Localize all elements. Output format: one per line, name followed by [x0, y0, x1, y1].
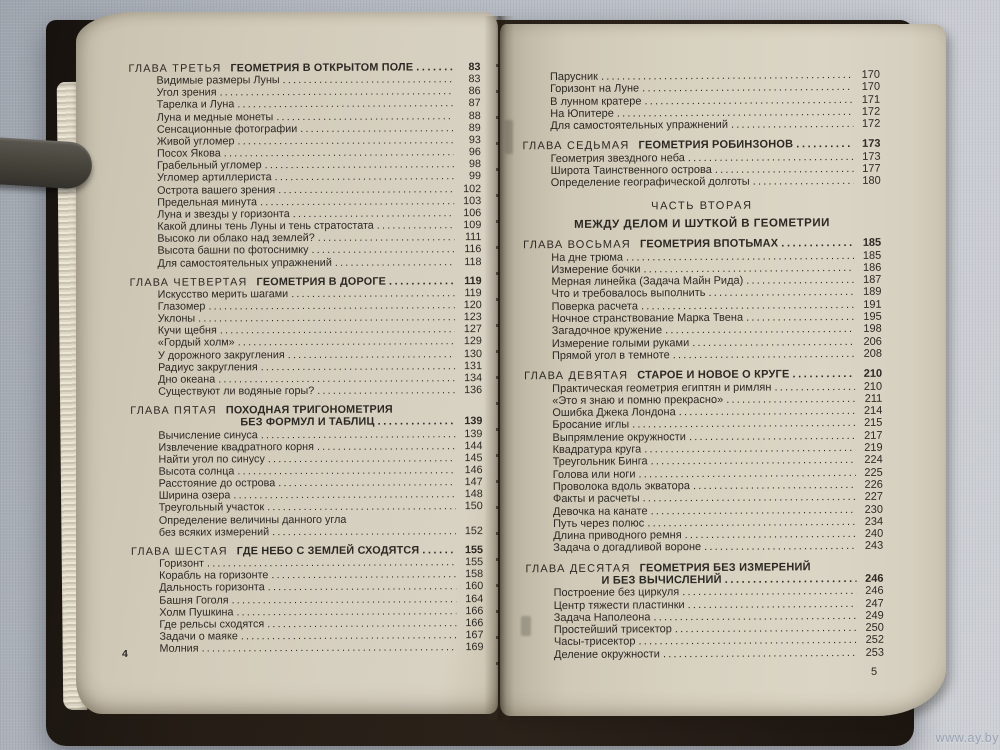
page-ref: 164 — [465, 592, 484, 605]
item-label: Видимые размеры Луны — [156, 74, 280, 87]
page-ref: 172 — [861, 105, 881, 118]
item-label: Простейший трисектор — [553, 623, 672, 637]
part-kicker: ЧАСТЬ ВТОРАЯ — [651, 199, 753, 213]
dot-leader — [704, 540, 856, 553]
item-label: Предельная минута — [157, 195, 258, 209]
item-label: Поверка расчета — [551, 300, 638, 313]
dot-leader — [416, 61, 453, 73]
item-label: Часы-трисектор — [553, 635, 636, 649]
item-label: Загадочное кружение — [551, 324, 663, 338]
item-label: Тарелка и Луна — [156, 98, 235, 112]
page-ref: 253 — [865, 646, 885, 659]
item-label: без всяких измерений — [158, 525, 270, 539]
toc-item-row — [523, 175, 881, 190]
page-ref: 186 — [862, 261, 882, 274]
page-ref: 116 — [464, 243, 482, 256]
item-label: Определение географической долготы — [550, 176, 750, 190]
page-ref: 198 — [863, 323, 882, 336]
dot-leader — [688, 151, 854, 164]
item-label: Прямой угол в темноте — [551, 349, 670, 362]
toc-item-row — [522, 118, 880, 133]
page-ref: 139 — [464, 415, 483, 428]
page-ref: 246 — [865, 585, 884, 598]
dot-leader — [317, 440, 456, 453]
item-label: На Юпитере — [550, 107, 614, 120]
chapter-kicker: ГЛАВА ВОСЬМАЯ — [523, 238, 631, 252]
item-label: Существуют ли водяные горы? — [158, 385, 315, 398]
item-label: Луна и медные монеты — [156, 110, 274, 124]
item-label: Глазомер — [157, 300, 206, 313]
toc-item-row — [129, 256, 481, 270]
page-ref: 131 — [463, 359, 483, 372]
page-ref: 247 — [865, 597, 884, 610]
chapter-title: БЕЗ ФОРМУЛ И ТАБЛИЦ — [240, 416, 375, 429]
chapter-kicker: ГЛАВА ПЯТАЯ — [130, 404, 217, 418]
dot-leader — [335, 256, 455, 269]
page-ref: 88 — [468, 109, 481, 122]
item-label: Молния — [159, 642, 199, 655]
page-ref: 214 — [863, 404, 883, 418]
dot-leader — [746, 274, 854, 287]
item-label: Голова или ноги — [552, 468, 636, 481]
item-label: Башня Гоголя — [159, 593, 229, 607]
chapter-title: ГЕОМЕТРИЯ В ОТКРЫТОМ ПОЛЕ — [230, 61, 414, 75]
dot-leader — [261, 360, 455, 373]
page-ref: 106 — [463, 206, 482, 220]
item-label: Луна и звезды у горизонта — [157, 207, 290, 221]
page-ref: 215 — [864, 417, 883, 430]
folio-left: 4 — [122, 648, 128, 660]
page-ref: 191 — [863, 298, 882, 311]
dot-leader — [265, 158, 454, 171]
dot-leader — [792, 368, 855, 381]
chapter-title: И БЕЗ ВЫЧИСЛЕНИЙ — [601, 573, 722, 587]
item-label: В лунном кратере — [550, 95, 642, 108]
item-label: Извлечение квадратного корня — [158, 440, 314, 454]
item-label: Ночное странствование Марка Твена — [551, 311, 744, 326]
dot-leader — [276, 110, 453, 123]
item-label: «Гордый холм» — [157, 336, 235, 350]
item-label: Бросание иглы — [552, 418, 630, 432]
item-label: Посох Якова — [156, 147, 221, 160]
toc-item-row — [130, 384, 482, 398]
dot-leader — [278, 476, 455, 489]
toc-item-row — [524, 348, 882, 363]
toc-item-row-continued — [131, 525, 483, 539]
page-ref: 102 — [463, 182, 482, 195]
page-ref: 155 — [464, 544, 484, 557]
dot-leader — [267, 617, 456, 630]
item-label: Уклоны — [157, 312, 196, 325]
dot-leader — [293, 207, 455, 220]
item-label: Ошибка Джека Лондона — [552, 406, 676, 420]
dot-leader — [237, 464, 455, 477]
item-label: Для самостоятельных упражнений — [550, 119, 729, 133]
page-ref: 250 — [865, 621, 884, 635]
dot-leader — [236, 605, 456, 618]
page-ref: 170 — [861, 81, 881, 94]
item-label: Практическая геометрия египтян и римлян — [552, 381, 772, 395]
dot-leader — [663, 647, 857, 661]
item-label: Задача Наполеона — [553, 611, 651, 624]
page-ref: 217 — [864, 429, 883, 442]
item-label: Живой угломер — [156, 135, 235, 148]
dot-leader — [233, 489, 455, 502]
dot-leader — [708, 286, 854, 299]
page-ref: 93 — [468, 134, 481, 147]
dot-leader — [692, 336, 855, 349]
bookmark-ribbon — [0, 137, 93, 190]
page-ref: 96 — [468, 146, 481, 159]
page-ref: 98 — [468, 158, 482, 171]
page-ref: 172 — [861, 117, 881, 131]
page-ref: 227 — [864, 490, 883, 504]
dot-leader — [685, 528, 857, 541]
page-ref: 111 — [464, 231, 482, 244]
item-label: Высота башни по фотоснимку — [157, 244, 309, 258]
dot-leader — [781, 237, 854, 250]
dot-leader — [725, 573, 857, 586]
item-label: Горизонт — [159, 557, 205, 570]
dot-leader — [318, 231, 455, 244]
item-label: Треугольный участок — [158, 501, 265, 515]
item-label: Дно океана — [158, 373, 216, 386]
page-ref: 148 — [464, 488, 483, 501]
item-label: Геометрия звездного неба — [550, 151, 685, 165]
page-ref: 158 — [465, 568, 484, 581]
dot-leader — [378, 416, 456, 429]
item-label: Грабельный угломер — [156, 159, 262, 173]
dot-leader — [278, 183, 454, 196]
dot-leader — [688, 598, 857, 611]
item-label: На дне трюма — [551, 251, 624, 264]
page-ref: 145 — [464, 451, 483, 465]
page-ref: 195 — [863, 310, 882, 323]
dot-leader — [422, 544, 456, 556]
item-label: Вычисление синуса — [158, 428, 258, 442]
page-ref: 127 — [463, 323, 482, 336]
dot-leader — [731, 118, 853, 131]
dot-leader — [291, 287, 455, 300]
page-ref: 134 — [464, 371, 483, 385]
dot-leader — [673, 348, 855, 362]
page-ref: 166 — [465, 616, 484, 630]
page-ref: 123 — [463, 311, 482, 324]
page-ref: 187 — [863, 273, 882, 287]
page-ref: 177 — [862, 162, 881, 175]
page-ref: 169 — [465, 641, 484, 654]
item-label: Измерение голыми руками — [551, 336, 690, 350]
page-ref: 185 — [862, 249, 882, 262]
item-label: Проволока вдоль экватора — [552, 480, 691, 493]
page-ref: 83 — [468, 61, 481, 74]
item-label: Дальность горизонта — [159, 581, 265, 595]
chapter-title: ГЕОМЕТРИЯ РОБИНЗОНОВ — [638, 138, 794, 152]
dot-leader — [317, 384, 455, 397]
chapter-kicker: ГЛАВА ЧЕТВЕРТАЯ — [129, 275, 248, 289]
chapter-title: ПОХОДНАЯ ТРИГОНОМЕТРИЯ — [225, 403, 393, 417]
page-ref: 226 — [864, 478, 883, 491]
toc-item-row — [131, 641, 483, 655]
pencil-smudge — [505, 120, 513, 154]
page-ref: 185 — [862, 237, 882, 250]
page-ref: 136 — [464, 384, 483, 397]
chapter-kicker: ГЛАВА СЕДЬМАЯ — [522, 139, 630, 153]
dot-leader — [377, 219, 455, 232]
dot-leader — [260, 195, 454, 208]
item-label: Широта Таинственного острова — [550, 164, 712, 178]
page-ref: 243 — [864, 540, 884, 553]
spine-stitches — [496, 64, 499, 682]
item-label: Парусник — [549, 70, 598, 84]
dot-leader — [283, 73, 454, 86]
page-ref: 234 — [864, 515, 884, 528]
page-ref: 152 — [464, 524, 483, 537]
page-ref: 155 — [465, 556, 484, 569]
item-label: Радиус закругления — [158, 361, 258, 374]
item-label: Сенсационные фотографии — [156, 122, 298, 136]
dot-leader — [311, 244, 454, 257]
page-ref: 118 — [464, 255, 482, 268]
dot-leader — [237, 98, 453, 111]
toc-item-row — [525, 540, 883, 555]
dot-leader — [746, 311, 855, 324]
page-ref: 240 — [864, 527, 884, 540]
chapter-kicker: ГЛАВА ТРЕТЬЯ — [128, 62, 222, 75]
item-label: Холм Пушкина — [159, 606, 234, 619]
item-label: Искусство мерить шагами — [157, 287, 289, 301]
chapter-kicker: ГЛАВА ДЕВЯТАЯ — [524, 369, 629, 383]
page-ref: 83 — [468, 73, 481, 86]
item-label: Что и требовалось выполнить — [551, 287, 706, 301]
page-ref: 180 — [862, 175, 881, 188]
dot-leader — [202, 641, 457, 654]
chapter-title: ГЕОМЕТРИЯ В ДОРОГЕ — [256, 275, 387, 288]
dot-leader — [271, 568, 456, 581]
item-label: Измерение бочки — [551, 263, 641, 276]
item-label: Острота вашего зрения — [157, 183, 276, 197]
item-label: Определение величины данного угла — [158, 513, 347, 527]
item-label: Корабль на горизонте — [159, 569, 269, 583]
toc-item-row — [131, 501, 483, 515]
chapter-title: СТАРОЕ И НОВОЕ О КРУГЕ — [637, 368, 790, 382]
page-ref: 211 — [864, 392, 883, 405]
item-label: У дорожного закругления — [157, 348, 285, 362]
item-label: Мерная линейка (Задача Майн Рида) — [551, 274, 744, 289]
dot-leader — [238, 336, 455, 349]
item-label: Длина приводного ремня — [553, 529, 682, 543]
dot-leader — [715, 163, 854, 176]
dot-leader — [237, 134, 453, 147]
item-label: Деление окружности — [553, 648, 660, 661]
page-ref: 129 — [463, 335, 482, 348]
page-ref: 252 — [865, 634, 884, 647]
dot-leader — [268, 452, 456, 465]
chapter-title: ГЕОМЕТРИЯ ВПОТЬМАХ — [639, 237, 779, 251]
page-ref: 224 — [864, 454, 883, 467]
item-label: Угломер артиллериста — [157, 171, 272, 185]
page-ref: 171 — [861, 93, 881, 106]
dot-leader — [268, 581, 457, 594]
item-label: Кучи щебня — [157, 324, 217, 338]
dot-leader — [753, 175, 854, 188]
page-ref: 225 — [864, 466, 883, 479]
dot-leader — [693, 479, 856, 492]
dot-leader — [267, 501, 456, 514]
page-ref: 249 — [865, 609, 884, 622]
dot-leader — [288, 348, 455, 361]
watermark: www.ay.by — [935, 731, 999, 745]
item-label: Угол зрения — [156, 86, 217, 100]
page-ref: 120 — [463, 299, 482, 312]
part-header — [523, 198, 881, 231]
page-ref: 210 — [863, 380, 883, 393]
chapter-title: ГДЕ НЕБО С ЗЕМЛЕЙ СХОДЯТСЯ — [236, 544, 420, 558]
dot-leader — [726, 393, 855, 406]
item-label: Высоко ли облако над землей? — [157, 232, 315, 245]
page-ref: 87 — [468, 97, 481, 110]
item-label: Выпрямление окружности — [552, 430, 686, 444]
page-ref: 147 — [464, 476, 483, 489]
part-title: МЕЖДУ ДЕЛОМ И ШУТКОЙ В ГЕОМЕТРИИ — [574, 217, 830, 231]
item-label: Горизонт на Луне — [550, 82, 640, 96]
item-label: Ширина озера — [158, 489, 231, 503]
item-label: Высота солнца — [158, 465, 235, 478]
page-ref: 103 — [463, 194, 482, 207]
page-ref: 160 — [465, 580, 484, 593]
page-ref: 86 — [468, 85, 481, 98]
item-label: «Это я знаю и помню прекрасно» — [552, 393, 724, 407]
item-label: Задачи о маяке — [159, 630, 238, 643]
dot-leader — [389, 275, 455, 287]
item-label: Какой длины тень Луны и тень стратостата — [157, 219, 374, 233]
page-ref: 173 — [862, 138, 881, 151]
item-label: Девочка на канате — [552, 504, 648, 518]
dot-leader — [241, 629, 457, 642]
page-ref: 130 — [463, 347, 483, 360]
item-label: Задача о догадливой вороне — [553, 541, 702, 555]
chapter-kicker: ГЛАВА ДЕСЯТАЯ — [525, 562, 631, 575]
page-ref: 189 — [863, 286, 882, 299]
page-ref: 170 — [861, 68, 881, 81]
toc-right-column — [522, 69, 884, 662]
item-label: Где рельсы сходятся — [159, 618, 265, 631]
dot-leader — [275, 171, 454, 184]
item-label: Квадратура круга — [552, 443, 642, 457]
dot-leader — [689, 430, 856, 443]
item-label: Путь через полюс — [553, 517, 645, 530]
dot-leader — [300, 122, 454, 135]
dot-leader — [272, 525, 456, 538]
page-ref: 150 — [464, 500, 483, 513]
item-label: Найти угол по синусу — [158, 453, 265, 466]
page-ref: 89 — [468, 121, 481, 134]
page-ref: 119 — [464, 274, 482, 287]
page-ref: 167 — [465, 629, 484, 642]
page-ref: 219 — [864, 441, 883, 454]
item-label: Для самостоятельных упражнений — [157, 256, 332, 270]
page-ref: 146 — [464, 464, 483, 477]
item-label: Построение без циркуля — [553, 586, 680, 600]
folio-right: 5 — [871, 666, 878, 678]
page-ref: 166 — [465, 604, 484, 617]
chapter-title: ГЕОМЕТРИЯ БЕЗ ИЗМЕРЕНИЙ — [639, 560, 811, 575]
page-ref: 246 — [865, 572, 884, 585]
page-ref: 99 — [469, 170, 482, 183]
page-ref: 109 — [463, 219, 482, 232]
page-ref: 144 — [464, 439, 483, 452]
page-ref: 210 — [863, 367, 883, 381]
toc-left-column — [128, 61, 483, 655]
page-ref: 208 — [863, 347, 882, 360]
chapter-kicker: ГЛАВА ШЕСТАЯ — [130, 545, 228, 558]
item-label: Треугольник Бинга — [552, 455, 648, 469]
page-ref: 119 — [464, 286, 482, 299]
dot-leader — [774, 380, 855, 393]
dot-leader — [796, 138, 853, 151]
item-label: Центр тяжести пластинки — [553, 598, 685, 612]
page-ref: 139 — [464, 427, 483, 440]
item-label: Факты и расчеты — [552, 492, 640, 506]
page-ref: 173 — [862, 150, 881, 163]
page-ref: 230 — [864, 503, 884, 516]
toc-item-row — [526, 647, 884, 662]
item-label: Расстояние до острова — [158, 477, 276, 490]
page-ref: 206 — [863, 335, 882, 348]
dot-leader — [261, 428, 456, 441]
